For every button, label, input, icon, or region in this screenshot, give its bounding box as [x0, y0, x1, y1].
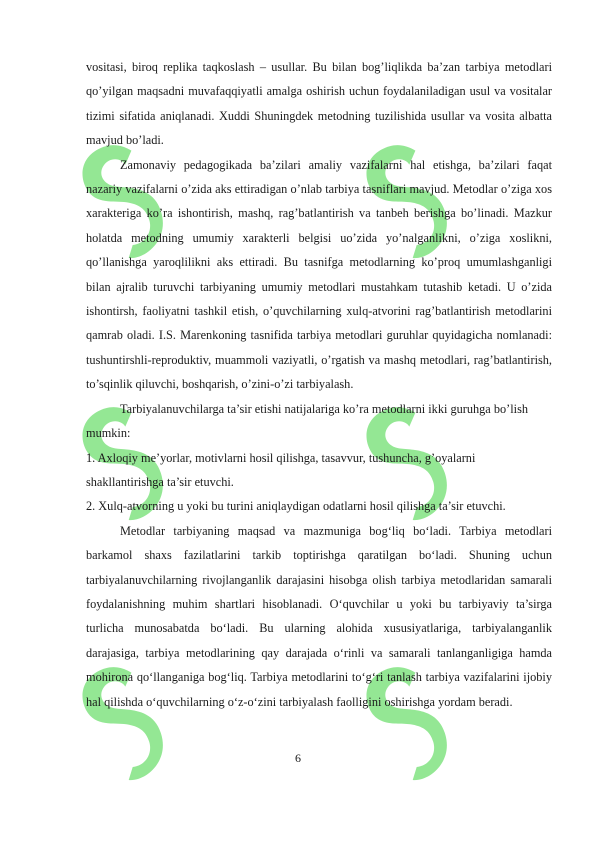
paragraph-continuation: vositasi, biroq replika taqkoslash – usullar. Bu bilan bog’liqlikda ba’zan tarbiya metodlari qo’yilgan maqsadni muvafaqqiyatli amalga oshirish uchun foydalaniladigan usul va vositalar tizimi sifatida aniqlanadi. Xuddi Shuningdek metodning tuzilishida usullar va vosita albatta mavjud bo’ladi. [86, 60, 552, 148]
paragraph-groups-intro: Tarbiyalanuvchilarga ta’sir etishi natijalariga ko’ra metodlarni ikki guruhga bo’lish mumkin: [86, 401, 529, 441]
list-item-2: 2. Xulq-atvorning u yoki bu turini aniqlaydigan odatlarni hosil qilishga ta’sir etuvchi. [86, 499, 506, 514]
body-text [86, 55, 552, 714]
list-item-1: 1. Axloqiy me’yorlar, motivlarni hosil qilishga, tasavvur, tushuncha, g’oyalarni shakllantirishga ta’sir etuvchi. [86, 450, 476, 489]
page-number: 6 [295, 751, 301, 765]
paragraph-classifications: Zamonaviy pedagogikada ba’zilari amaliy vazifalarni hal etishga, ba’zilari faqat nazariy vazifalarni o’zida aks ettiradigan o’nlab tarbiya tasniflari mavjud. Metodlar o’ziga xos xarakteriga ko’ra ishontirish, mashq, rag’batlantirish va tanbeh berishga bo’linadi. Mazkur holatda metodning umumiy xarakterli belgisi uo’zida yo’nalganlikni, o’ziga xoslikni, qo’llanishga yaroqlilikni aks ettiradi. Bu tasnifga metodlarning ko’proq umumlashganligi bilan ajralib turuvchi tarbiyaning umumiy metodlari mustahkam tutashib ketadi. U o’zida ishontirsh, faoliyatni tashkil etish, o’quvchilarning xulq-atvorini rag’batlantirish metodlarini qamrab oladi. I.S. Marenkoning tasnifida tarbiya metodlari guruhlar quyidagicha nomlanadi: tushuntirshli-reproduktiv, muammoli vaziyatli, o’rgatish va mashq metodlari, rag’batlantirish, to’sqinlik qiluvchi, boshqarish, o’zini-o’zi tarbiyalash. [86, 157, 552, 392]
paragraph-methods-purpose: Metodlar tarbiyaning maqsad va mazmuniga bog‘liq bo‘ladi. Tarbiya metodlari barkamol shaxs fazilatlarini tarkib toptirishga qaratilgan bo‘ladi. Shuning uchun tarbiyalanuvchilarning rivojlanganlik darajasini hisobga olish tarbiya metodlaridan samarali foydalanishning muhim shartlari hisoblanadi. O‘quvchilar u yoki bu tarbiyaviy ta’sirga turlicha munosabatda bo‘ladi. Bu ularning alohida xususiyatlariga, tarbiyalanganlik darajasiga, tarbiya metodlarining qay darajada o‘rinli va samarali tanlanganligiga hamda mohirona qo‘llanganiga bog‘liq. Tarbiya metodlarini to‘g‘ri tanlash tarbiya vazifalarini ijobiy hal qilishda o‘quvchilarning o‘z-o‘zini tarbiyalash faolligini oshirishga yordam beradi. [86, 523, 552, 709]
